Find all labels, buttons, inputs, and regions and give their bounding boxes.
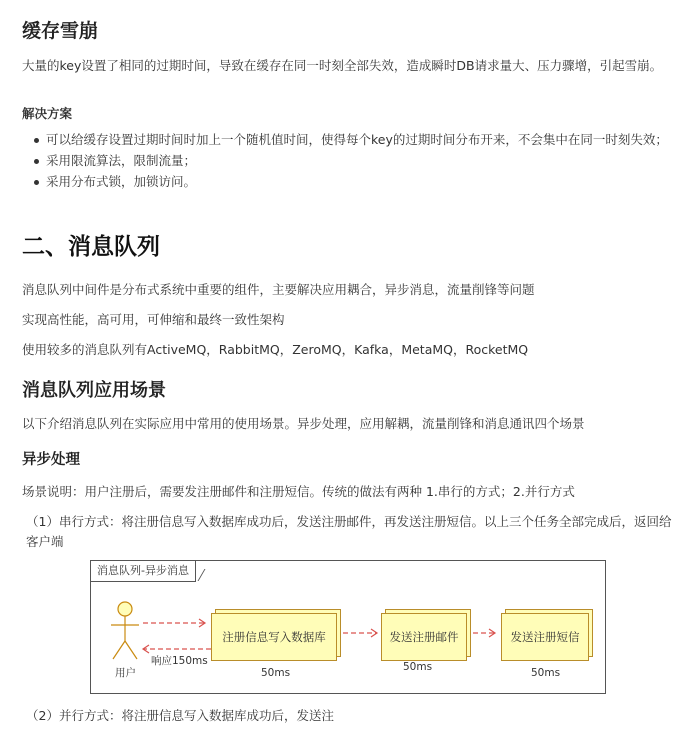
serial-description: （1）串行方式：将注册信息写入数据库成功后，发送注册邮件，再发送注册短信。以上三个任务全部完成后，返回给客户端 <box>26 514 672 549</box>
send-sms-time: 50ms <box>531 667 561 679</box>
mq-intro-line: 实现高性能，高可用，可伸缩和最终一致性架构 <box>22 312 285 327</box>
diagram-title: 消息队列-异步消息 <box>91 561 196 582</box>
solution-list <box>32 130 672 193</box>
parallel-description: （2）并行方式：将注册信息写入数据库成功后，发送注 <box>26 708 334 723</box>
scenarios-intro: 以下介绍消息队列在实际应用中常用的使用场景。异步处理，应用解耦，流量削锋和消息通讯四个场景 <box>22 416 585 431</box>
solution-heading: 解决方案 <box>22 106 73 121</box>
async-heading: 异步处理 <box>22 452 80 468</box>
list-item: 采用分布式锁，加锁访问。 <box>32 172 672 191</box>
scenarios-heading: 消息队列应用场景 <box>22 380 166 401</box>
cache-avalanche-paragraph: 大量的key设置了相同的过期时间，导致在缓存在同一时刻全部失效，造成瞬时DB请求量大、压力骤增，引起雪崩。 <box>22 58 663 73</box>
box-label: 注册信息写入数据库 <box>222 630 326 644</box>
box-label: 发送注册邮件 <box>389 630 459 644</box>
db-write-box <box>211 613 337 661</box>
async-description: 场景说明：用户注册后，需要发注册邮件和注册短信。传统的做法有两种 1.串行的方式；2.并行方式 <box>22 484 575 499</box>
mq-intro-line: 消息队列中间件是分布式系统中重要的组件，主要解决应用耦合，异步消息，流量削锋等问题 <box>22 282 535 297</box>
send-sms-box <box>501 613 589 661</box>
send-email-time: 50ms <box>403 661 433 673</box>
list-item: 采用限流算法，限制流量； <box>32 151 672 170</box>
user-actor-icon <box>111 602 139 659</box>
db-write-time: 50ms <box>261 667 291 679</box>
send-email-box <box>381 613 467 661</box>
list-item: 可以给缓存设置过期时间时加上一个随机值时间，使得每个key的过期时间分布开来，不会集中在同一时刻失效； <box>32 130 672 149</box>
response-label: 响应150ms <box>151 655 208 667</box>
mq-intro-line: 使用较多的消息队列有ActiveMQ，RabbitMQ，ZeroMQ，Kafka，MetaMQ，RocketMQ <box>22 342 529 357</box>
section-heading-cache-avalanche: 缓存雪崩 <box>22 20 99 42</box>
box-label: 发送注册短信 <box>510 630 580 644</box>
async-message-diagram <box>90 560 606 694</box>
actor-label: 用户 <box>115 667 136 679</box>
section-heading-message-queue: 二、消息队列 <box>22 234 160 260</box>
